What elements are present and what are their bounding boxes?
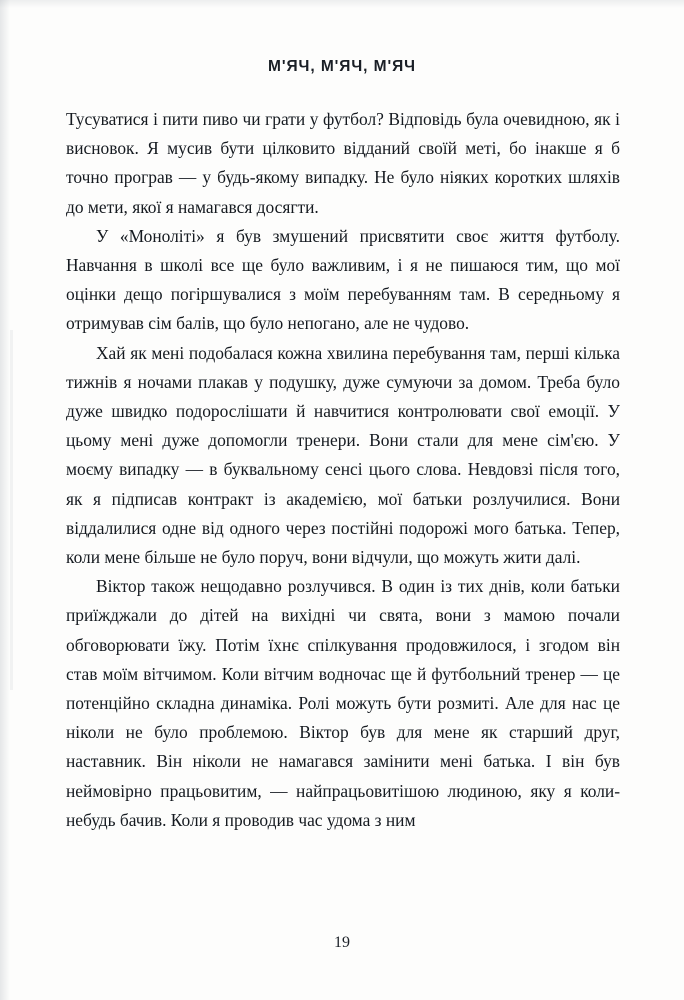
paragraph: Тусуватися і пити пиво чи грати у футбол? Відповідь була очевидною, як і висновок. Я мусив бути цілковито відданий своїй меті, бо інакше я б точно програв — у будь-якому випадку. Не було ніяких коротких шляхів до мети, якої я намагався досягти. xyxy=(66,109,620,217)
paragraph: У «Моноліті» я був змушений присвятити своє життя футболу. Навчання в школі все ще було важливим, і я не пишаюся тим, що мої оцінки дещо погіршувалися з моїм перебуванням там. В середньому я отримував сім балів, що було непогано, але не чудово. xyxy=(66,225,620,334)
scan-bleed-artifact xyxy=(10,330,13,690)
page-body xyxy=(66,105,620,835)
paragraph: Хай як мені подобалася кожна хвилина перебування там, перші кілька тижнів я ночами плакав у подушку, дуже сумуючи за домом. Треба було дуже швидко подорослішати й навчитися контролювати свої емоції. У цьому мені дуже допомогли тренери. Вони стали для мене сім'єю. У моєму випадку — в буквальному сенсі цього слова. Невдовзі після того, як я підписав контракт із академією, мої батьки розлучилися. Вони віддалилися одне від одного через постійні подорожі мого батька. Тепер, коли мене більше не було поруч, вони відчули, що можуть жити далі. xyxy=(66,342,620,568)
scan-top-artifact xyxy=(0,0,684,8)
running-head: М'ЯЧ, М'ЯЧ, М'ЯЧ xyxy=(268,58,416,75)
paragraph: Віктор також нещодавно розлучився. В один із тих днів, коли батьки приїжджали до дітей на вихідні чи свята, вони з мамою почали обговорювати їжу. Потім їхнє спілкування продовжилося, і згодом він став моїм вітчимом. Коли вітчим водночас ще й футбольний тренер — це потенційно складна динаміка. Ролі можуть бути розмиті. Але для нас це ніколи не було проблемою. Віктор був для мене як старший друг, наставник. Він ніколи не намагався замінити мені батька. І він був неймовірно працьовитим, — найпрацьовитішою людиною, яку я коли-небудь бачив. Коли я проводив час удома з ним xyxy=(66,576,620,830)
scan-edge-artifact xyxy=(0,0,10,1000)
page-number: 19 xyxy=(334,934,350,951)
